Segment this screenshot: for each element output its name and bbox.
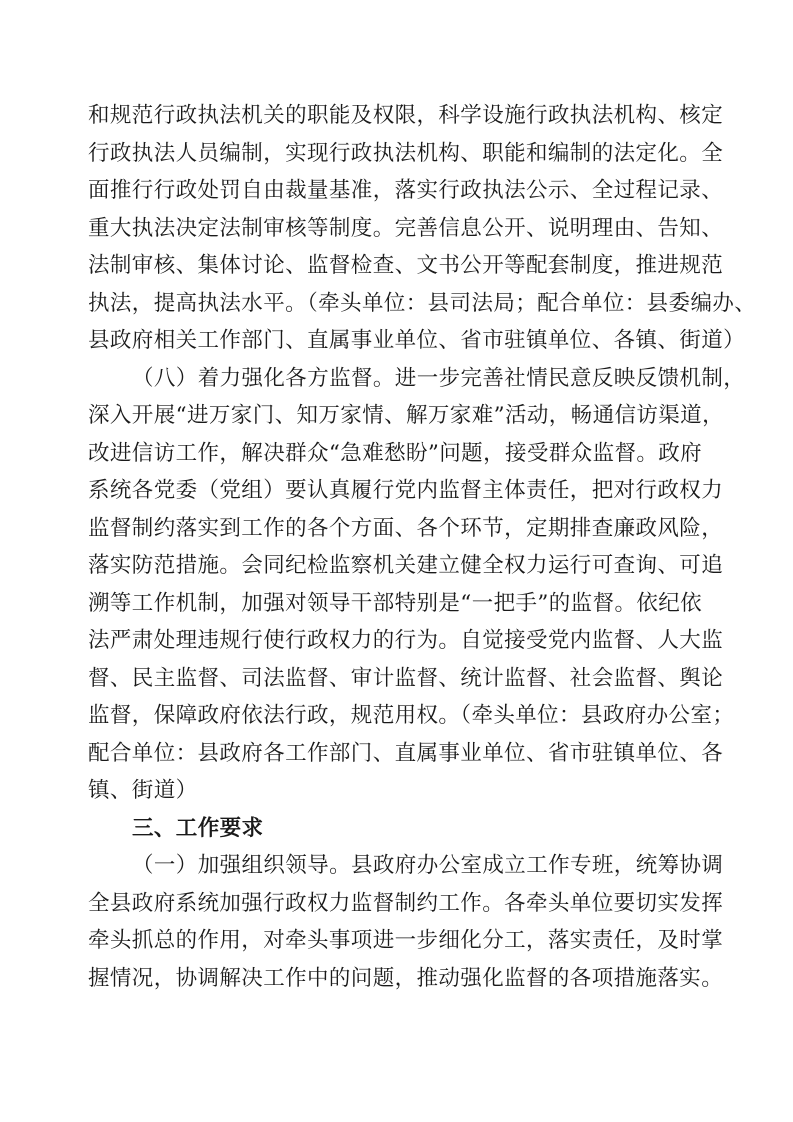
body-line: 牵头抓总的作用，对牵头事项进一步细化分工，落实责任，及时掌 <box>88 928 724 953</box>
body-line: 改进信访工作，解决群众“急难愁盼”问题，接受群众监督。政府 <box>88 440 703 466</box>
body-line: 行政执法人员编制，实现行政执法机构、职能和编制的法定化。全 <box>88 140 724 166</box>
body-line: 配合单位：县政府各工作部门、直属事业单位、省市驻镇单位、各 <box>88 740 724 766</box>
subsection-heading-line: （一）加强组织领导。县政府办公室成立工作专班，统筹协调 <box>132 853 724 878</box>
body-line: 系统各党委（党组）要认真履行党内监督主体责任，把对行政权力 <box>88 478 724 503</box>
body-line: 督、民主监督、司法监督、审计监督、统计监督、社会监督、舆论 <box>88 665 724 691</box>
body-line: 重大执法决定法制审核等制度。完善信息公开、说明理由、告知、 <box>88 215 724 241</box>
body-line: 监督，保障政府依法行政，规范用权。（牵头单位：县政府办公室； <box>88 703 735 728</box>
body-line: 深入开展“进万家门、知万家情、解万家难”活动，畅通信访渠道， <box>88 403 724 428</box>
body-line: 法严肃处理违规行使行政权力的行为。自觉接受党内监督、人大监 <box>88 628 724 653</box>
body-line: 全县政府系统加强行政权力监督制约工作。各牵头单位要切实发挥 <box>88 890 724 916</box>
subsection-heading-line: （八）着力强化各方监督。进一步完善社情民意反映反馈机制， <box>132 365 746 391</box>
body-line: 落实防范措施。会同纪检监察机关建立健全权力运行可查询、可追 <box>88 553 724 578</box>
body-line: 执法，提高执法水平。（牵头单位：县司法局；配合单位：县委编办、 <box>88 290 757 316</box>
body-line: 县政府相关工作部门、直属事业单位、省市驻镇单位、各镇、街道） <box>88 328 746 353</box>
body-line: 法制审核、集体讨论、监督检查、文书公开等配套制度，推进规范 <box>88 253 724 278</box>
body-line: 面推行行政处罚自由裁量基准，落实行政执法公示、全过程记录、 <box>88 178 724 203</box>
body-line: 和规范行政执法机关的职能及权限，科学设施行政执法机构、核定 <box>88 103 724 128</box>
body-line: 监督制约落实到工作的各个方面、各个环节，定期排查廉政风险， <box>88 515 724 541</box>
body-line: 握情况，协调解决工作中的问题，推动强化监督的各项措施落实。 <box>88 965 724 991</box>
section-heading: 三、工作要求 <box>132 815 264 841</box>
body-line: 溯等工作机制，加强对领导干部特别是“一把手”的监督。依纪依 <box>88 590 703 616</box>
body-line: 镇、街道） <box>88 778 198 803</box>
document-body <box>88 97 757 997</box>
